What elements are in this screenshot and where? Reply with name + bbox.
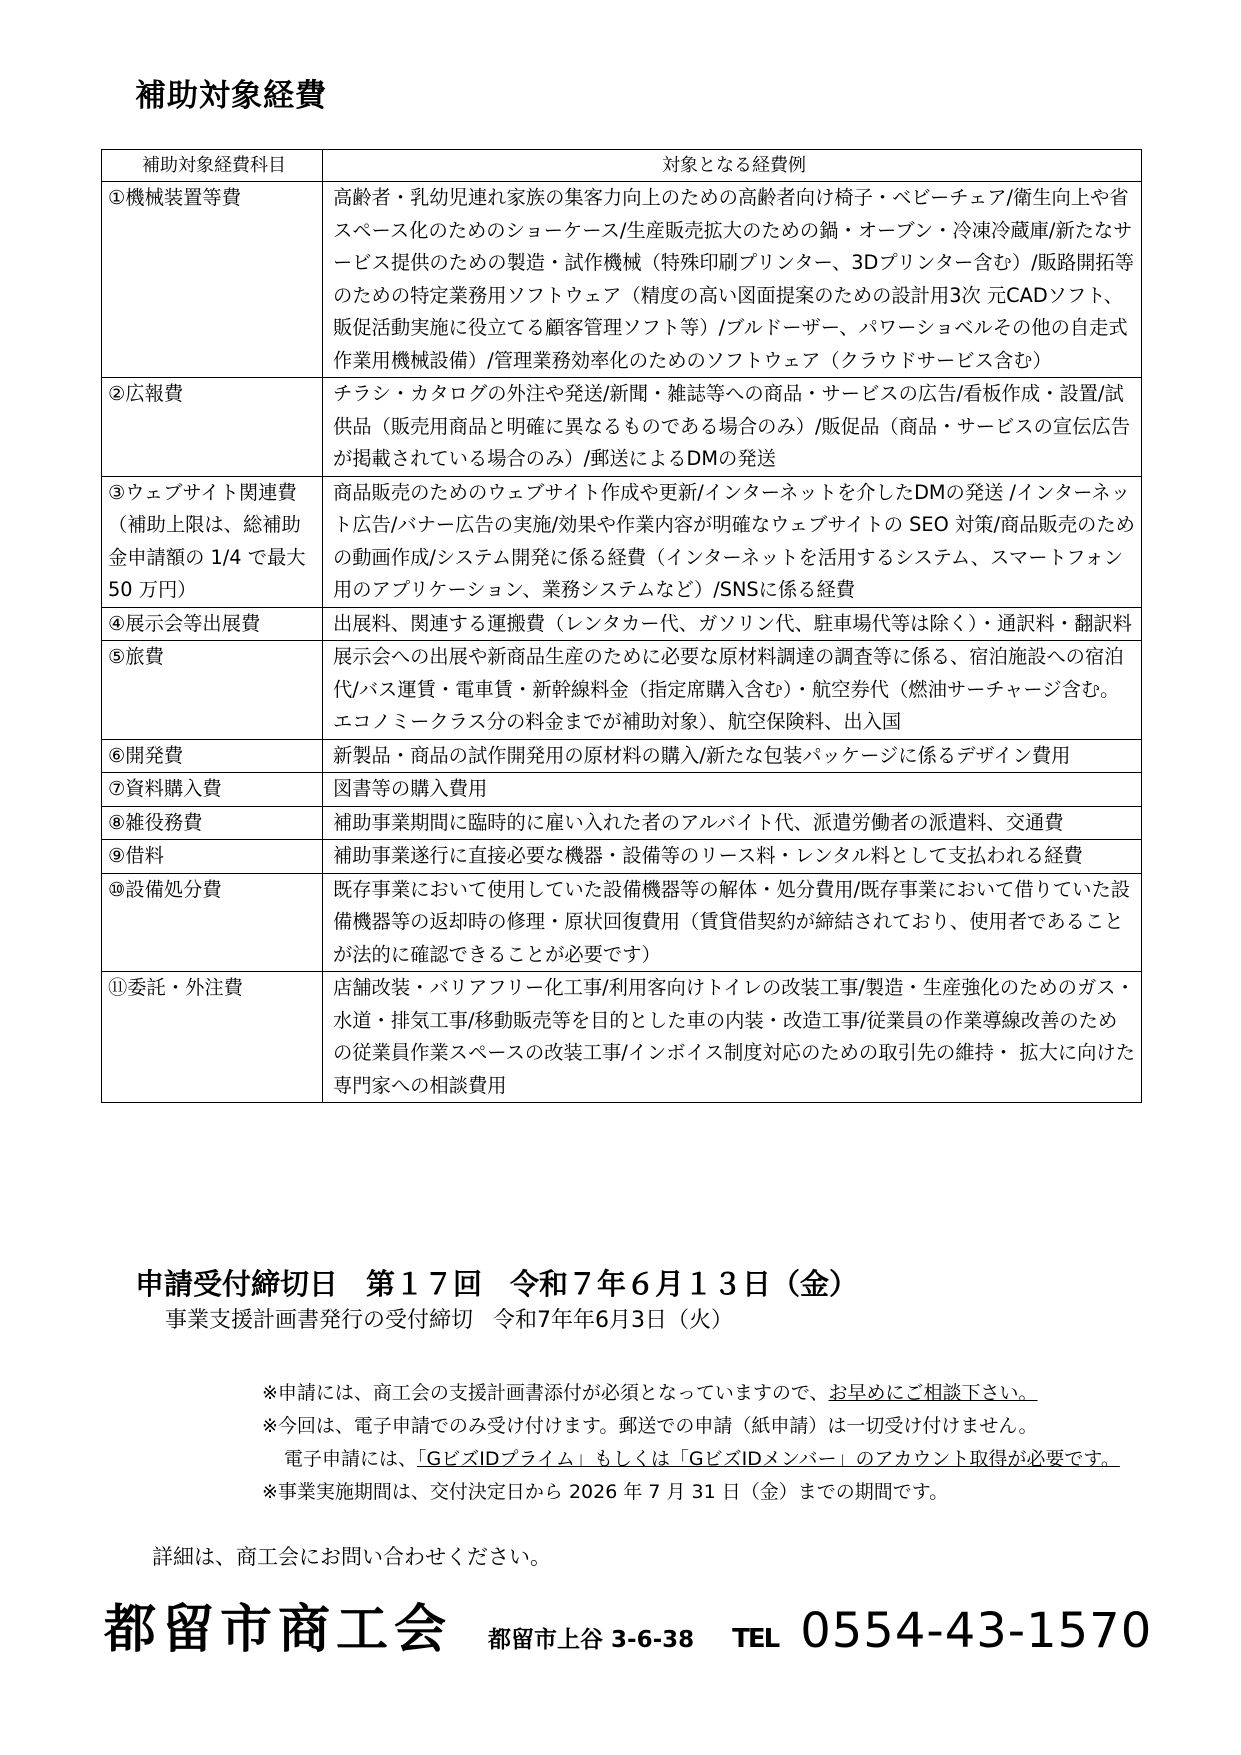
row-examples: 新製品・商品の試作開発用の原材料の購入/新たな包装パッケージに係るデザイン費用 — [323, 739, 1142, 773]
table-row — [102, 840, 1142, 874]
row-category: ⑧雑役務費 — [102, 806, 323, 840]
tel-label: TEL — [732, 1624, 779, 1654]
deadline-label: 申請受付締切日 — [135, 1267, 339, 1301]
sub-deadline-date: 令和7年年6月3日（火） — [493, 1308, 734, 1333]
row-examples: 商品販売のためのウェブサイト作成や更新/インターネットを介したDMの発送 /インターネット広告/バナー広告の実施/効果や作業内容が明確なウェブサイトの SEO 対策/商品販売のための動画作成/システム開発に係る経費（インターネットを活用するシステム、スマートフォン用のアプリケーション、業務システムなど）/SNSに係る経費 — [323, 476, 1142, 607]
note-1-text: ※申請には、商工会の支援計画書添付が必須となっていますので、 — [262, 1382, 829, 1404]
table-row — [102, 873, 1142, 972]
note-1-emphasis: お早めにご相談下さい。 — [828, 1382, 1038, 1404]
row-category: ③ウェブサイト関連費 （補助上限は、総補助金申請額の 1/4 で最大 50 万円） — [102, 476, 323, 607]
note-3 — [262, 1443, 1120, 1476]
row-examples: 図書等の購入費用 — [323, 773, 1142, 807]
table-row — [102, 739, 1142, 773]
sub-deadline-label: 事業支援計画書発行の受付締切 — [165, 1308, 474, 1333]
table-row — [102, 972, 1142, 1103]
table-row — [102, 641, 1142, 740]
address: 都留市上谷 3-6-38 — [488, 1627, 695, 1653]
note-4: ※事業実施期間は、交付決定日から 2026 年 7 月 31 日（金）までの期間です。 — [262, 1481, 949, 1503]
row-examples: 既存事業において使用していた設備機器等の解体・処分費用/既存事業において借りていた設備機器等の返却時の修理・原状回復費用（賃貸借契約が締結されており、使用者であることが法的に確認できることが必要です） — [323, 873, 1142, 972]
organization-name: 都留市商工会 — [104, 1600, 453, 1660]
row-examples: 補助事業期間に臨時的に雇い入れた者のアルバイト代、派遣労働者の派遣料、交通費 — [323, 806, 1142, 840]
row-category: ②広報費 — [102, 378, 323, 477]
note-3-emphasis: 「GビズIDプライム」もしくは「GビズIDメンバー」のアカウント取得が必要です。 — [417, 1448, 1120, 1470]
header-examples: 対象となる経費例 — [323, 150, 1142, 182]
row-category: ⑨借料 — [102, 840, 323, 874]
row-category: ⑥開発費 — [102, 739, 323, 773]
row-category: ⑪委託・外注費 — [102, 972, 323, 1103]
note-3-text: 電子申請には、 — [284, 1448, 418, 1470]
table-header-row — [102, 150, 1142, 182]
deadline-date: 令和７年６月１３日（金） — [510, 1267, 859, 1301]
notes-block — [262, 1377, 1120, 1509]
row-examples: 展示会への出展や新商品生産のために必要な原材料調達の調査等に係る、宿泊施設への宿泊代/バス運賃・電車賃・新幹線料金（指定席購入含む）・航空券代（燃油サーチャージ含む。エコノミークラス分の料金までが補助対象）、航空保険料、出入国 — [323, 641, 1142, 740]
row-examples: 出展料、関連する運搬費（レンタカー代、ガソリン代、駐車場代等は除く）・通訳料・翻訳料 — [323, 607, 1142, 641]
note-1 — [262, 1377, 1120, 1410]
row-examples: チラシ・カタログの外注や発送/新聞・雑誌等への商品・サービスの広告/看板作成・設置/試供品（販売用商品と明確に異なるものである場合のみ）/販促品（商品・サービスの宣伝広告が掲載されている場合のみ）/郵送によるDMの発送 — [323, 378, 1142, 477]
sub-deadline-line — [165, 1303, 753, 1334]
table-row — [102, 182, 1142, 378]
table-row — [102, 378, 1142, 477]
row-category: ⑤旅費 — [102, 641, 323, 740]
table-row — [102, 806, 1142, 840]
phone-number: 0554-43-1570 — [800, 1603, 1153, 1659]
deadline-round: 第１７回 — [366, 1267, 483, 1301]
table-row — [102, 607, 1142, 641]
row-category: ⑩設備処分費 — [102, 873, 323, 972]
row-category: ④展示会等出展費 — [102, 607, 323, 641]
row-category: ⑦資料購入費 — [102, 773, 323, 807]
table-row — [102, 773, 1142, 807]
note-2: ※今回は、電子申請でのみ受け付けます。郵送での申請（紙申請）は一切受け付けません。 — [262, 1415, 1038, 1437]
page-title: 補助対象経費 — [135, 78, 327, 114]
row-examples: 補助事業遂行に直接必要な機器・設備等のリース料・レンタル料として支払われる経費 — [323, 840, 1142, 874]
expense-table — [101, 149, 1142, 1103]
table-row — [102, 476, 1142, 607]
row-category: ①機械装置等費 — [102, 182, 323, 378]
row-examples: 店舗改装・バリアフリー化工事/利用客向けトイレの改装工事/製造・生産強化のためのガス・水道・排気工事/移動販売等を目的とした車の内装・改造工事/従業員の作業導線改善のための従業員作業スペースの改装工事/インボイス制度対応のための取引先の維持・ 拡大に向けた専門家への相談費用 — [323, 972, 1142, 1103]
footer — [104, 1587, 1152, 1662]
header-category: 補助対象経費科目 — [102, 150, 323, 182]
deadline-line — [135, 1262, 886, 1303]
row-examples: 高齢者・乳幼児連れ家族の集客力向上のための高齢者向け椅子・ベビーチェア/衛生向上や省スペース化のためのショーケース/生産販売拡大のための鍋・オーブン・冷凍冷蔵庫/新たなサービス提供のための製造・試作機械（特殊印刷プリンター、3Dプリンター含む）/販路開拓等のための特定業務用ソフトウェア（精度の高い図面提案のための設計用3次 元CADソフト、販促活動実施に役立てる顧客管理ソフト等）/ブルドーザー、パワーショベルその他の自走式作業用機械設備）/管理業務効率化のためのソフトウェア（クラウドサービス含む） — [323, 182, 1142, 378]
detail-text: 詳細は、商工会にお問い合わせください。 — [152, 1545, 551, 1569]
